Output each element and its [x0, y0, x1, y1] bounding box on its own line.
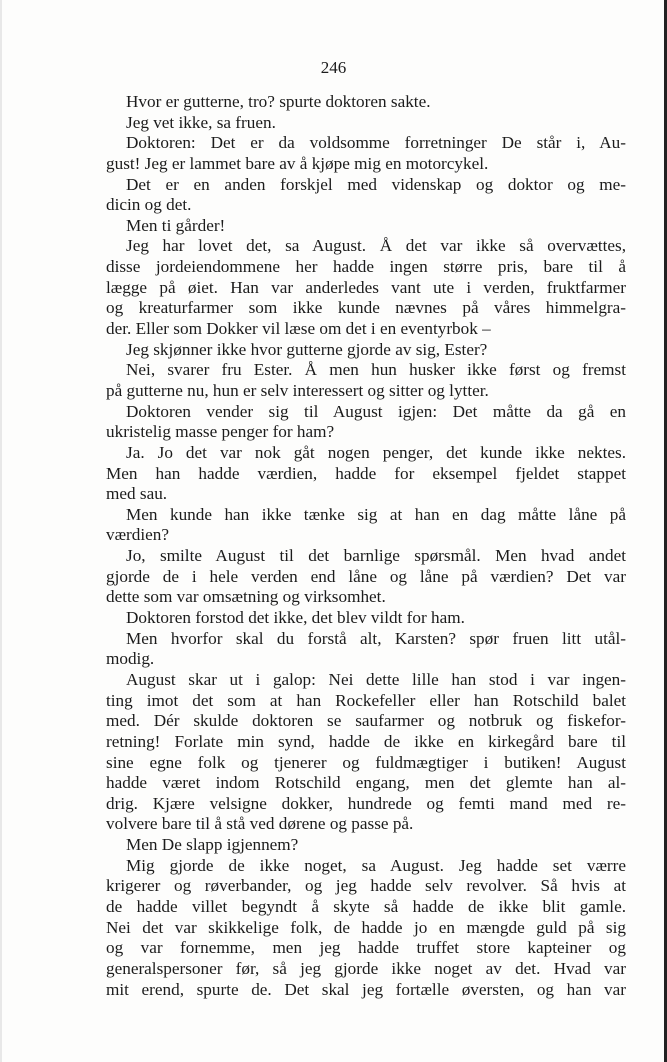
text-line: gust! Jeg er lammet bare av å kjøpe mig en motorcykel.: [106, 153, 489, 173]
text-line: mit erend, spurte de. Det skal jeg fortælle øversten, og han var: [106, 979, 626, 999]
text-line: ting imot det som at han Rockefeller eller han Rotschild balet: [106, 690, 626, 710]
text-line: Men De slapp igjennem?: [126, 835, 299, 855]
text-line: sine egne folk og tjenerer og fuldmægtiger i butiken! August: [106, 752, 626, 772]
text-line: Men ti gårder!: [126, 215, 226, 235]
text-line: generalspersoner før, så jeg gjorde ikke noget av det. Hvad var: [106, 958, 626, 978]
text-line: Nei, svarer fru Ester. Å men hun husker ikke først og fremst: [126, 360, 626, 380]
text-line: retning! Forlate min synd, hadde de ikke en kirkegård bare til: [106, 731, 626, 751]
text-line: ukristelig masse penger for ham?: [106, 422, 335, 442]
text-line: August skar ut i galop: Nei dette lille han stod i var ingen-: [126, 669, 626, 689]
text-line: Nei det var skikkelige folk, de hadde jo en mængde guld på sig: [106, 917, 626, 937]
text-line: Jeg skjønner ikke hvor gutterne gjorde av sig, Ester?: [126, 339, 488, 359]
text-line: lægge på øiet. Han var anderledes vant ute i verden, fruktfarmer: [106, 277, 626, 297]
body-text: [106, 92, 626, 1000]
text-line: værdien?: [106, 525, 170, 545]
text-line: Men han hadde værdien, hadde for eksempel fjeldet stappet: [106, 463, 626, 483]
text-line: Jeg har lovet det, sa August. Å det var ikke så overvættes,: [126, 236, 626, 256]
text-line: Jo, smilte August til det barnlige spørsmål. Men hvad andet: [126, 546, 626, 566]
text-line: Mig gjorde de ikke noget, sa August. Jeg hadde set værre: [126, 855, 626, 875]
text-line: der. Eller som Dokker vil læse om det i en eventyrbok –: [106, 319, 491, 339]
text-line: med. Dér skulde doktoren se saufarmer og notbruk og fiskefor-: [106, 711, 626, 731]
text-line: dicin og det.: [106, 195, 192, 215]
text-line: de hadde villet begyndt å skyte så hadde de ikke blit gamle.: [106, 896, 626, 916]
page-left-edge: [0, 0, 2, 1062]
text-line: modig.: [106, 649, 155, 669]
text-line: og kreaturfarmer som ikke kunde nævnes på våres himmelgra-: [106, 298, 626, 318]
text-line: gjorde de i hele verden end låne og låne på værdien? Det var: [106, 566, 626, 586]
text-line: volvere bare til å stå ved dørene og passe på.: [106, 814, 414, 834]
text-line: med sau.: [106, 484, 168, 504]
text-line: Men kunde han ikke tænke sig at han en dag måtte låne på: [126, 504, 626, 524]
text-line: drig. Kjære velsigne dokker, hundrede og femti mand med re-: [106, 793, 626, 813]
text-line: Doktoren vender sig til August igjen: Det måtte da gå en: [126, 401, 626, 421]
text-line: Ja. Jo det var nok gåt nogen penger, det kunde ikke nektes.: [126, 442, 626, 462]
text-line: på gutterne nu, hun er selv interessert og sitter og lytter.: [106, 380, 489, 400]
text-line: Det er en anden forskjel med videnskap og doktor og me-: [126, 174, 626, 194]
text-line: Doktoren forstod det ikke, det blev vildt for ham.: [126, 608, 465, 628]
text-line: Hvor er gutterne, tro? spurte doktoren sakte.: [126, 92, 431, 111]
text-line: hadde været indom Rotschild engang, men det glemte han al-: [106, 773, 626, 793]
text-line: og var fornemme, men jeg hadde truffet store kapteiner og: [106, 938, 626, 958]
text-line: Jeg vet ikke, sa fruen.: [126, 112, 276, 132]
text-line: Men hvorfor skal du forstå alt, Karsten? spør fruen litt utål-: [126, 628, 626, 648]
text-line: Doktoren: Det er da voldsomme forretninger De står i, Au-: [126, 133, 626, 153]
text-line: disse jordeiendommene her hadde ingen større pris, bare til å: [106, 257, 626, 277]
page-number: 246: [320, 58, 347, 77]
text-line: krigerer og røverbander, og jeg hadde selv revolver. Så hvis at: [106, 876, 626, 896]
text-line: dette som var omsætning og virksomhet.: [106, 587, 386, 607]
